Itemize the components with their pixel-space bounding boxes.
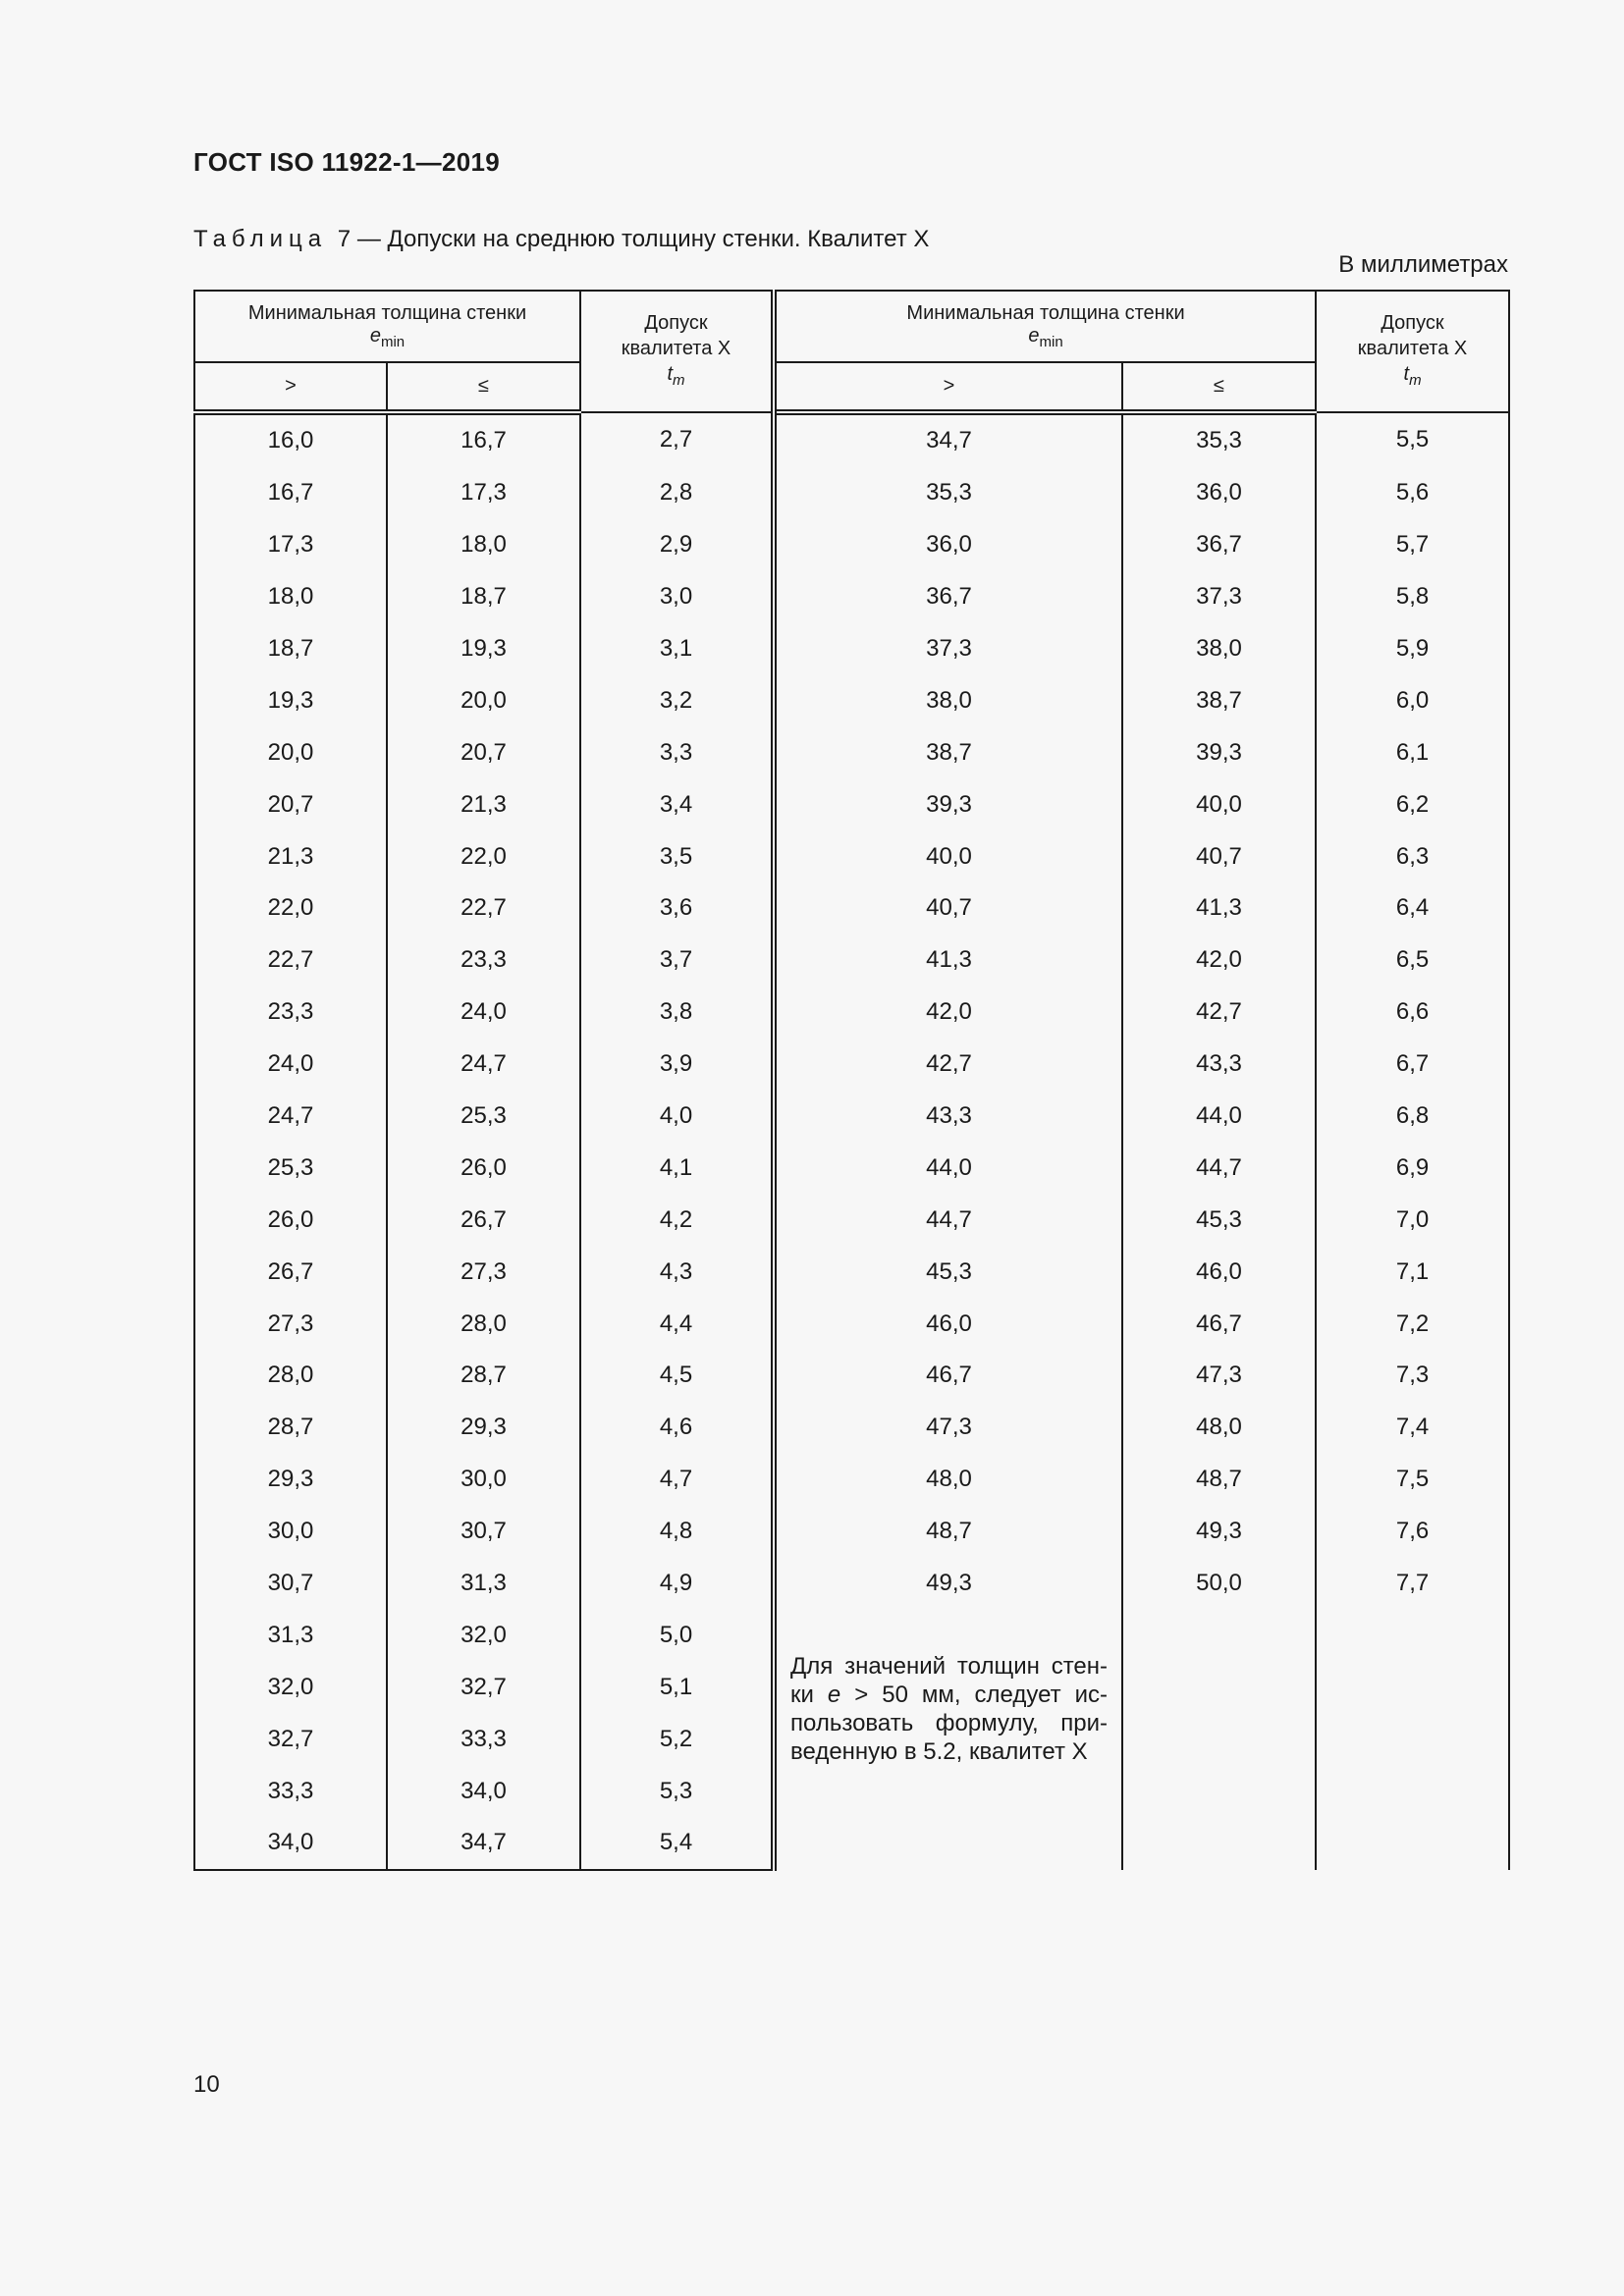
header-le-right: ≤ xyxy=(1122,362,1316,412)
left-le-cell: 29,3 xyxy=(387,1402,580,1454)
left-le-cell: 34,7 xyxy=(387,1817,580,1870)
right-le-cell: 36,0 xyxy=(1122,467,1316,519)
left-tolerance-cell: 4,7 xyxy=(580,1454,774,1506)
table-row xyxy=(194,830,1509,882)
right-gt-cell: 47,3 xyxy=(774,1402,1122,1454)
right-gt-cell: 46,0 xyxy=(774,1298,1122,1350)
right-gt-cell: 40,7 xyxy=(774,882,1122,934)
right-le-cell: 47,3 xyxy=(1122,1350,1316,1402)
table-row xyxy=(194,1246,1509,1298)
left-gt-cell: 23,3 xyxy=(194,987,387,1039)
table-row xyxy=(194,1609,1509,1661)
right-gt-cell: 44,7 xyxy=(774,1194,1122,1246)
left-le-cell: 21,3 xyxy=(387,778,580,830)
right-tolerance-cell: 7,7 xyxy=(1316,1558,1509,1610)
right-gt-cell: 35,3 xyxy=(774,467,1122,519)
right-gt-cell: 34,7 xyxy=(774,412,1122,467)
right-tolerance-cell: 7,3 xyxy=(1316,1350,1509,1402)
left-tolerance-cell: 2,9 xyxy=(580,519,774,571)
left-le-cell: 30,7 xyxy=(387,1506,580,1558)
header-min-thickness-left: Минимальная толщина стенки $e_{min}$ xyxy=(194,291,580,362)
left-le-cell: 30,0 xyxy=(387,1454,580,1506)
table-row xyxy=(194,571,1509,623)
table-row xyxy=(194,1039,1509,1091)
left-tolerance-cell: 5,4 xyxy=(580,1817,774,1870)
right-gt-cell: 49,3 xyxy=(774,1558,1122,1610)
left-le-cell: 32,7 xyxy=(387,1661,580,1713)
left-le-cell: 22,0 xyxy=(387,830,580,882)
table-row xyxy=(194,934,1509,987)
left-gt-cell: 33,3 xyxy=(194,1765,387,1817)
left-tolerance-cell: 3,4 xyxy=(580,778,774,830)
left-gt-cell: 18,0 xyxy=(194,571,387,623)
table-caption xyxy=(193,226,929,253)
left-le-cell: 31,3 xyxy=(387,1558,580,1610)
left-le-cell: 18,0 xyxy=(387,519,580,571)
left-tolerance-cell: 4,0 xyxy=(580,1091,774,1143)
table-row xyxy=(194,1298,1509,1350)
left-tolerance-cell: 3,9 xyxy=(580,1039,774,1091)
left-tolerance-cell: 5,2 xyxy=(580,1713,774,1765)
right-le-cell: 48,0 xyxy=(1122,1402,1316,1454)
left-le-cell: 24,0 xyxy=(387,987,580,1039)
right-gt-cell: 38,0 xyxy=(774,674,1122,726)
right-gt-cell: 41,3 xyxy=(774,934,1122,987)
right-le-cell: 41,3 xyxy=(1122,882,1316,934)
left-le-cell: 20,7 xyxy=(387,726,580,778)
left-gt-cell: 16,7 xyxy=(194,467,387,519)
left-tolerance-cell: 3,3 xyxy=(580,726,774,778)
right-gt-cell: 45,3 xyxy=(774,1246,1122,1298)
right-le-cell: 40,7 xyxy=(1122,830,1316,882)
page-number: 10 xyxy=(193,2071,220,2098)
header-gt-right: > xyxy=(774,362,1122,412)
left-le-cell: 28,0 xyxy=(387,1298,580,1350)
right-tolerance-cell: 5,9 xyxy=(1316,623,1509,675)
right-tolerance-cell: 6,5 xyxy=(1316,934,1509,987)
header-gt-left: > xyxy=(194,362,387,412)
table-row xyxy=(194,987,1509,1039)
right-tolerance-cell: 7,5 xyxy=(1316,1454,1509,1506)
units-note: В миллиметрах xyxy=(1338,251,1508,278)
left-le-cell: 25,3 xyxy=(387,1091,580,1143)
table-row xyxy=(194,1091,1509,1143)
table-row xyxy=(194,1402,1509,1454)
caption-number: 7 xyxy=(337,226,352,252)
table-row xyxy=(194,1454,1509,1506)
right-le-cell: 38,0 xyxy=(1122,623,1316,675)
left-tolerance-cell: 4,8 xyxy=(580,1506,774,1558)
left-gt-cell: 32,7 xyxy=(194,1713,387,1765)
left-gt-cell: 30,7 xyxy=(194,1558,387,1610)
left-gt-cell: 16,0 xyxy=(194,412,387,467)
table-row xyxy=(194,623,1509,675)
right-gt-cell: 42,0 xyxy=(774,987,1122,1039)
right-le-cell: 48,7 xyxy=(1122,1454,1316,1506)
right-le-cell: 36,7 xyxy=(1122,519,1316,571)
left-tolerance-cell: 3,1 xyxy=(580,623,774,675)
right-tolerance-cell: 6,1 xyxy=(1316,726,1509,778)
table-row xyxy=(194,1350,1509,1402)
right-gt-cell: 48,0 xyxy=(774,1454,1122,1506)
right-tolerance-cell: 5,6 xyxy=(1316,467,1509,519)
right-tolerance-cell: 6,9 xyxy=(1316,1142,1509,1194)
left-tolerance-cell: 4,2 xyxy=(580,1194,774,1246)
right-gt-cell: 36,0 xyxy=(774,519,1122,571)
table-row xyxy=(194,467,1509,519)
right-tolerance-empty-cell xyxy=(1316,1609,1509,1869)
left-le-cell: 20,0 xyxy=(387,674,580,726)
left-gt-cell: 28,7 xyxy=(194,1402,387,1454)
right-gt-cell: 43,3 xyxy=(774,1091,1122,1143)
left-tolerance-cell: 4,1 xyxy=(580,1142,774,1194)
left-le-cell: 17,3 xyxy=(387,467,580,519)
header-tolerance-right: Допуск квалитета X $t_m$ xyxy=(1316,291,1509,412)
right-le-cell: 37,3 xyxy=(1122,571,1316,623)
right-tolerance-cell: 7,4 xyxy=(1316,1402,1509,1454)
right-tolerance-cell: 7,1 xyxy=(1316,1246,1509,1298)
left-gt-cell: 34,0 xyxy=(194,1817,387,1870)
caption-label: Таблица xyxy=(193,226,328,252)
formula-note: Для значений толщин стенки e > 50 мм, следует использовать формулу, приведенную в 5.2, квалитет X xyxy=(774,1609,1122,1869)
right-le-cell: 39,3 xyxy=(1122,726,1316,778)
left-tolerance-cell: 2,8 xyxy=(580,467,774,519)
right-tolerance-cell: 7,2 xyxy=(1316,1298,1509,1350)
left-tolerance-cell: 3,7 xyxy=(580,934,774,987)
right-gt-cell: 46,7 xyxy=(774,1350,1122,1402)
right-tolerance-cell: 5,8 xyxy=(1316,571,1509,623)
left-gt-cell: 22,7 xyxy=(194,934,387,987)
right-tolerance-cell: 6,4 xyxy=(1316,882,1509,934)
table-row xyxy=(194,778,1509,830)
right-gt-cell: 40,0 xyxy=(774,830,1122,882)
caption-text: — Допуски на среднюю толщину стенки. Квалитет X xyxy=(356,226,930,252)
right-gt-cell: 36,7 xyxy=(774,571,1122,623)
left-gt-cell: 31,3 xyxy=(194,1609,387,1661)
right-le-cell: 42,0 xyxy=(1122,934,1316,987)
left-gt-cell: 21,3 xyxy=(194,830,387,882)
left-le-cell: 24,7 xyxy=(387,1039,580,1091)
right-gt-cell: 44,0 xyxy=(774,1142,1122,1194)
table-row xyxy=(194,1506,1509,1558)
right-le-cell: 40,0 xyxy=(1122,778,1316,830)
left-gt-cell: 24,7 xyxy=(194,1091,387,1143)
table-row xyxy=(194,1558,1509,1610)
left-tolerance-cell: 2,7 xyxy=(580,412,774,467)
right-le-cell: 49,3 xyxy=(1122,1506,1316,1558)
left-tolerance-cell: 3,6 xyxy=(580,882,774,934)
right-le-cell: 35,3 xyxy=(1122,412,1316,467)
right-gt-cell: 48,7 xyxy=(774,1506,1122,1558)
left-tolerance-cell: 3,2 xyxy=(580,674,774,726)
left-gt-cell: 28,0 xyxy=(194,1350,387,1402)
left-le-cell: 16,7 xyxy=(387,412,580,467)
right-le-empty-cell xyxy=(1122,1609,1316,1869)
right-le-cell: 38,7 xyxy=(1122,674,1316,726)
left-gt-cell: 26,0 xyxy=(194,1194,387,1246)
left-tolerance-cell: 5,3 xyxy=(580,1765,774,1817)
right-le-cell: 45,3 xyxy=(1122,1194,1316,1246)
left-le-cell: 18,7 xyxy=(387,571,580,623)
right-tolerance-cell: 6,3 xyxy=(1316,830,1509,882)
header-tolerance-left: Допуск квалитета X $t_m$ xyxy=(580,291,774,412)
left-gt-cell: 20,0 xyxy=(194,726,387,778)
left-le-cell: 23,3 xyxy=(387,934,580,987)
left-le-cell: 34,0 xyxy=(387,1765,580,1817)
document-header: ГОСТ ISO 11922-1—2019 xyxy=(193,147,500,177)
left-le-cell: 22,7 xyxy=(387,882,580,934)
left-le-cell: 33,3 xyxy=(387,1713,580,1765)
left-le-cell: 27,3 xyxy=(387,1246,580,1298)
right-gt-cell: 37,3 xyxy=(774,623,1122,675)
left-gt-cell: 26,7 xyxy=(194,1246,387,1298)
right-gt-cell: 38,7 xyxy=(774,726,1122,778)
right-le-cell: 43,3 xyxy=(1122,1039,1316,1091)
left-gt-cell: 24,0 xyxy=(194,1039,387,1091)
right-le-cell: 50,0 xyxy=(1122,1558,1316,1610)
left-le-cell: 32,0 xyxy=(387,1609,580,1661)
right-tolerance-cell: 6,6 xyxy=(1316,987,1509,1039)
tolerance-table xyxy=(193,290,1510,1871)
right-le-cell: 44,0 xyxy=(1122,1091,1316,1143)
table-row xyxy=(194,726,1509,778)
left-tolerance-cell: 4,5 xyxy=(580,1350,774,1402)
left-tolerance-cell: 4,4 xyxy=(580,1298,774,1350)
right-tolerance-cell: 7,0 xyxy=(1316,1194,1509,1246)
right-tolerance-cell: 6,0 xyxy=(1316,674,1509,726)
left-gt-cell: 29,3 xyxy=(194,1454,387,1506)
left-le-cell: 28,7 xyxy=(387,1350,580,1402)
left-gt-cell: 19,3 xyxy=(194,674,387,726)
left-gt-cell: 20,7 xyxy=(194,778,387,830)
right-le-cell: 44,7 xyxy=(1122,1142,1316,1194)
right-le-cell: 46,7 xyxy=(1122,1298,1316,1350)
left-tolerance-cell: 3,0 xyxy=(580,571,774,623)
left-gt-cell: 27,3 xyxy=(194,1298,387,1350)
left-tolerance-cell: 4,9 xyxy=(580,1558,774,1610)
header-le-left: ≤ xyxy=(387,362,580,412)
right-tolerance-cell: 6,7 xyxy=(1316,1039,1509,1091)
left-gt-cell: 30,0 xyxy=(194,1506,387,1558)
left-gt-cell: 32,0 xyxy=(194,1661,387,1713)
right-le-cell: 42,7 xyxy=(1122,987,1316,1039)
right-tolerance-cell: 5,7 xyxy=(1316,519,1509,571)
left-gt-cell: 18,7 xyxy=(194,623,387,675)
left-tolerance-cell: 3,8 xyxy=(580,987,774,1039)
right-gt-cell: 39,3 xyxy=(774,778,1122,830)
left-tolerance-cell: 5,0 xyxy=(580,1609,774,1661)
left-le-cell: 19,3 xyxy=(387,623,580,675)
left-tolerance-cell: 4,3 xyxy=(580,1246,774,1298)
left-le-cell: 26,7 xyxy=(387,1194,580,1246)
table-row xyxy=(194,882,1509,934)
right-tolerance-cell: 5,5 xyxy=(1316,412,1509,467)
header-min-thickness-right: Минимальная толщина стенки $e_{min}$ xyxy=(774,291,1316,362)
table-row xyxy=(194,412,1509,467)
left-le-cell: 26,0 xyxy=(387,1142,580,1194)
left-gt-cell: 25,3 xyxy=(194,1142,387,1194)
table-row xyxy=(194,1142,1509,1194)
table-body xyxy=(194,412,1509,1870)
table-row xyxy=(194,519,1509,571)
right-tolerance-cell: 7,6 xyxy=(1316,1506,1509,1558)
left-gt-cell: 17,3 xyxy=(194,519,387,571)
left-tolerance-cell: 3,5 xyxy=(580,830,774,882)
table-row xyxy=(194,674,1509,726)
right-tolerance-cell: 6,2 xyxy=(1316,778,1509,830)
table-row xyxy=(194,1194,1509,1246)
right-tolerance-cell: 6,8 xyxy=(1316,1091,1509,1143)
right-gt-cell: 42,7 xyxy=(774,1039,1122,1091)
left-tolerance-cell: 5,1 xyxy=(580,1661,774,1713)
left-gt-cell: 22,0 xyxy=(194,882,387,934)
left-tolerance-cell: 4,6 xyxy=(580,1402,774,1454)
right-le-cell: 46,0 xyxy=(1122,1246,1316,1298)
